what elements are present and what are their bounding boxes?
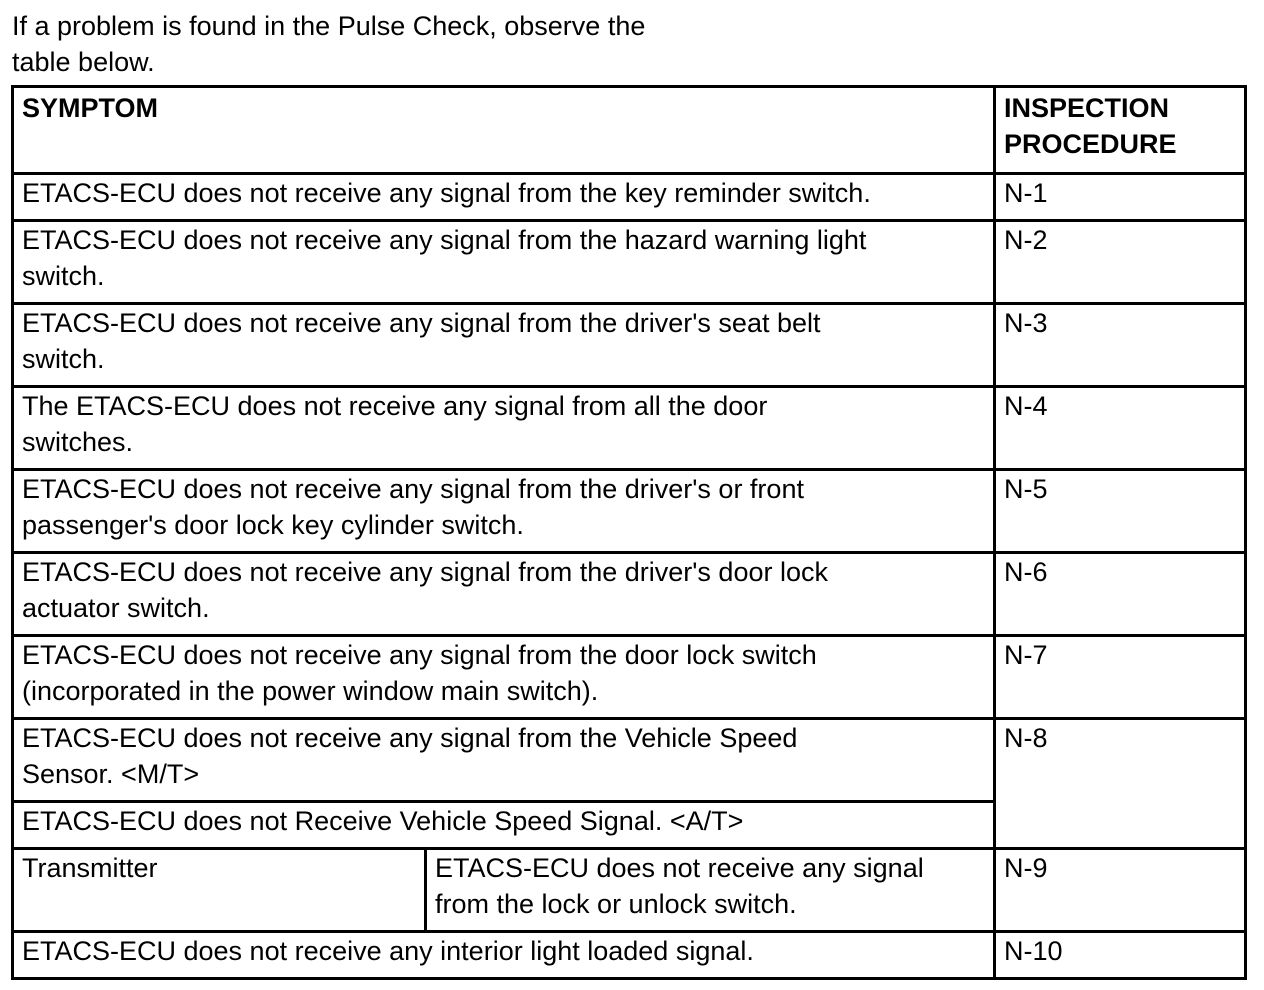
symptom-line-1: ETACS-ECU does not receive any signal from the driver's door lock bbox=[22, 557, 828, 587]
symptom-cell bbox=[13, 470, 995, 553]
intro-line-2: table below. bbox=[12, 47, 155, 77]
symptom-cell: ETACS-ECU does not Receive Vehicle Speed Signal. <A/T> bbox=[13, 802, 995, 849]
symptom-line-2: switch. bbox=[22, 261, 105, 291]
symptom-cell bbox=[13, 221, 995, 304]
symptom-line-2: from the lock or unlock switch. bbox=[435, 889, 797, 919]
procedure-cell: N-7 bbox=[995, 636, 1246, 719]
symptom-cell bbox=[13, 636, 995, 719]
symptom-line-1: ETACS-ECU does not receive any signal from the driver's or front bbox=[22, 474, 804, 504]
symptom-line-2: passenger's door lock key cylinder switch. bbox=[22, 510, 524, 540]
symptom-line-1: ETACS-ECU does not receive any signal from the Vehicle Speed bbox=[22, 723, 798, 753]
intro-line-1: If a problem is found in the Pulse Check, observe the bbox=[12, 11, 646, 41]
symptom-line-2: switch. bbox=[22, 344, 105, 374]
procedure-cell: N-3 bbox=[995, 304, 1246, 387]
symptom-cell bbox=[13, 553, 995, 636]
procedure-cell: N-8 bbox=[995, 719, 1246, 849]
procedure-cell: N-4 bbox=[995, 387, 1246, 470]
table-row bbox=[13, 304, 1246, 387]
procedure-cell: N-5 bbox=[995, 470, 1246, 553]
table-header-row bbox=[13, 87, 1246, 174]
symptom-line-2: (incorporated in the power window main switch). bbox=[22, 676, 599, 706]
procedure-cell: N-10 bbox=[995, 932, 1246, 979]
table-row bbox=[13, 719, 1246, 802]
table-row bbox=[13, 932, 1246, 979]
table-row bbox=[13, 470, 1246, 553]
procedure-header-line-1: INSPECTION bbox=[1004, 93, 1170, 123]
symptom-line-1: ETACS-ECU does not receive any signal from the door lock switch bbox=[22, 640, 817, 670]
intro-text bbox=[12, 8, 645, 80]
symptom-line-2: switches. bbox=[22, 427, 134, 457]
procedure-header bbox=[995, 87, 1246, 174]
table-row bbox=[13, 174, 1246, 221]
symptom-line-1: ETACS-ECU does not receive any signal from the hazard warning light bbox=[22, 225, 867, 255]
symptom-cell bbox=[13, 304, 995, 387]
category-cell: Transmitter bbox=[13, 849, 426, 932]
table-row bbox=[13, 221, 1246, 304]
procedure-cell: N-6 bbox=[995, 553, 1246, 636]
symptom-line-2: Sensor. <M/T> bbox=[22, 759, 200, 789]
table-row bbox=[13, 387, 1246, 470]
symptom-line-2: actuator switch. bbox=[22, 593, 210, 623]
table-row bbox=[13, 553, 1246, 636]
symptom-header: SYMPTOM bbox=[13, 87, 995, 174]
table-row bbox=[13, 636, 1246, 719]
procedure-cell: N-9 bbox=[995, 849, 1246, 932]
symptom-line-1: The ETACS-ECU does not receive any signal from all the door bbox=[22, 391, 768, 421]
symptom-cell bbox=[426, 849, 995, 932]
procedure-cell: N-1 bbox=[995, 174, 1246, 221]
symptom-cell bbox=[13, 387, 995, 470]
procedure-header-line-2: PROCEDURE bbox=[1004, 129, 1177, 159]
symptom-cell: ETACS-ECU does not receive any signal from the key reminder switch. bbox=[13, 174, 995, 221]
symptom-cell bbox=[13, 719, 995, 802]
inspection-table bbox=[11, 85, 1247, 980]
symptom-cell: ETACS-ECU does not receive any interior light loaded signal. bbox=[13, 932, 995, 979]
symptom-line-1: ETACS-ECU does not receive any signal from the driver's seat belt bbox=[22, 308, 821, 338]
symptom-line-1: ETACS-ECU does not receive any signal bbox=[435, 853, 924, 883]
table-row bbox=[13, 849, 1246, 932]
procedure-cell: N-2 bbox=[995, 221, 1246, 304]
